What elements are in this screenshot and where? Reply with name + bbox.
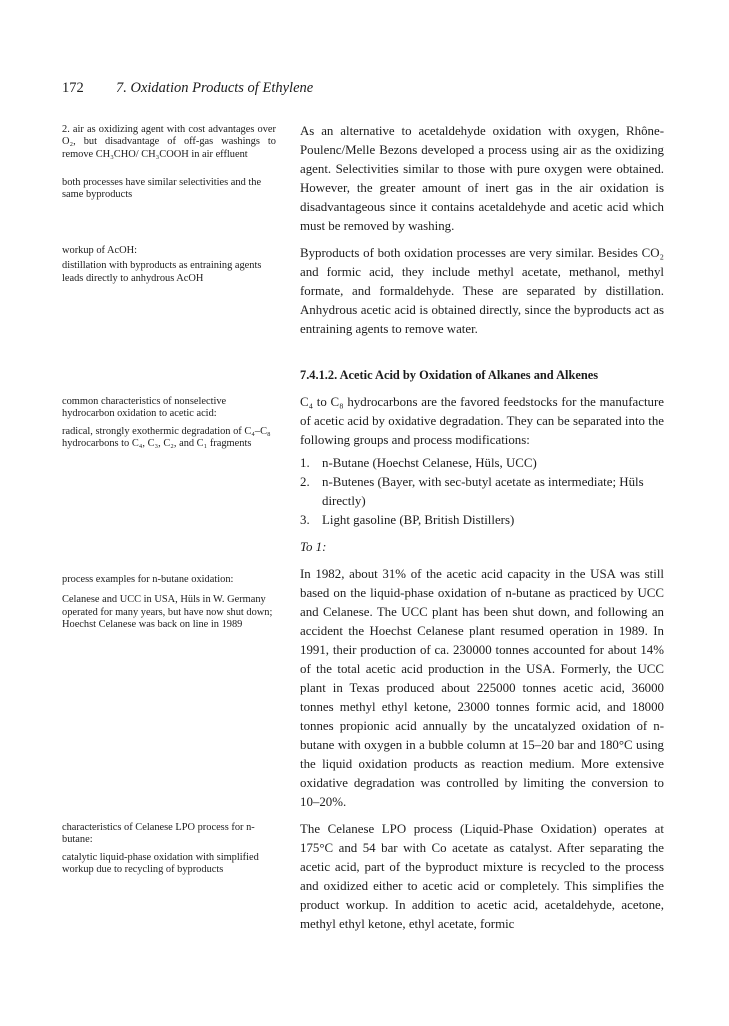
margin-note-butane-examples	[62, 574, 276, 638]
margin-note-text: catalytic liquid-phase oxidation with simplified workup due to recycling of byproducts	[62, 851, 259, 875]
list-text: n-Butane (Hoechst Celanese, Hüls, UCC)	[322, 456, 537, 470]
list-text: n-Butenes (Bayer, with sec-butyl acetate as intermediate; Hüls directly)	[322, 475, 644, 508]
paragraph: Byproducts of both oxidation processes are very similar. Besides CO₂ and formic acid, they include methyl acetate, methanol, methyl formate, and formaldehyde. These are separated by distillation. Anhydrous acetic acid is obtained directly, since the byproducts act as entraining agents to remove water.	[300, 246, 664, 336]
margin-note-text: distillation with byproducts as entraining agents leads directly to anhydrous AcOH	[62, 260, 262, 284]
margin-note-air-oxidant	[62, 124, 276, 208]
chapter-title: 7. Oxidation Products of Ethylene	[116, 80, 314, 96]
margin-note-title: process examples for n-butane oxidation:	[62, 574, 234, 585]
margin-note-text: 2. air as oxidizing agent with cost advantages over O₂, but disadvantage of off-gas washings to remove CH₃CHO/ CH₃COOH in air effluent	[62, 124, 276, 160]
list-item	[300, 511, 664, 530]
margin-note-lpo	[62, 822, 276, 883]
list-number: 1.	[300, 456, 310, 470]
page-number: 172	[62, 80, 84, 96]
margin-note-title: characteristics of Celanese LPO process for n-butane:	[62, 822, 255, 846]
main-text-feedstocks	[300, 393, 664, 530]
margin-note-title: workup of AcOH:	[62, 245, 138, 256]
list-number: 3.	[300, 513, 310, 527]
margin-note-text: radical, strongly exothermic degradation of C₄–C₈ hydrocarbons to C₄, C₃, C₂, and C₁ fragments	[62, 425, 271, 449]
list-item	[300, 454, 664, 473]
paragraph: C₄ to C₈ hydrocarbons are the favored feedstocks for the manufacture of acetic acid by oxidative degradation. They can be separated into the following groups and process modifications:	[300, 395, 664, 447]
list-number: 2.	[300, 475, 310, 489]
subheading: To 1:	[300, 540, 327, 554]
list-text: Light gasoline (BP, British Distillers)	[322, 513, 515, 527]
list-item	[300, 473, 664, 511]
margin-note-text: both processes have similar selectivities and the same byproducts	[62, 176, 262, 201]
margin-note-title: common characteristics of nonselective hydrocarbon oxidation to acetic acid:	[62, 396, 227, 420]
margin-note-workup	[62, 245, 276, 292]
feedstock-list	[300, 454, 664, 530]
main-text-lpo	[300, 820, 664, 938]
main-text-top	[300, 122, 664, 343]
paragraph: As an alternative to acetaldehyde oxidation with oxygen, Rhône-Poulenc/Melle Bezons developed a process using air as the oxidizing agent. Selectivities similar to those with pure oxygen were obtained. However, the greater amount of inert gas in the air oxidation is disadvantageous since it contains acetaldehyde and acetic acid which must be removed by washing.	[300, 124, 664, 233]
main-text-butane	[300, 565, 664, 816]
section-heading: 7.4.1.2. Acetic Acid by Oxidation of Alkanes and Alkenes	[300, 368, 599, 382]
margin-note-nonselective	[62, 396, 276, 457]
paragraph: In 1982, about 31% of the acetic acid capacity in the USA was still based on the liquid-phase oxidation of n-butane as practiced by UCC and Celanese. The UCC plant has been shut down, and following an accident the Hoechst Celanese plant resumed operation in 1989. In 1991, their production of ca. 230000 tonnes accounted for about 14% of the total acetic acid production in the USA. Formerly, the UCC plant in Texas produced about 225000 tonnes acetic acid, 36000 tonnes methyl ethyl ketone, 23000 tonnes formic acid, and 18000 tonnes propionic acid annually by the uncatalyzed oxidation of n-butane with oxygen in a bubble column at 15–20 bar and 180°C using the liquid oxidation products as reaction medium. More extensive oxidative degradation was controlled by limiting the conversion to 10–20%.	[300, 567, 664, 809]
paragraph: The Celanese LPO process (Liquid-Phase Oxidation) operates at 175°C and 54 bar with Co acetate as catalyst. After separating the acetic acid, part of the byproduct mixture is recycled to the process and oxidized either to acetic acid or completely. This simplifies the product workup. In addition to acetic acid, acetaldehyde, acetone, methyl ethyl ketone, ethyl acetate, formic	[300, 822, 664, 931]
margin-note-text: Celanese and UCC in USA, Hüls in W. Germany operated for many years, but have now shut down; Hoechst Celanese was back on line in 1989	[62, 594, 273, 630]
